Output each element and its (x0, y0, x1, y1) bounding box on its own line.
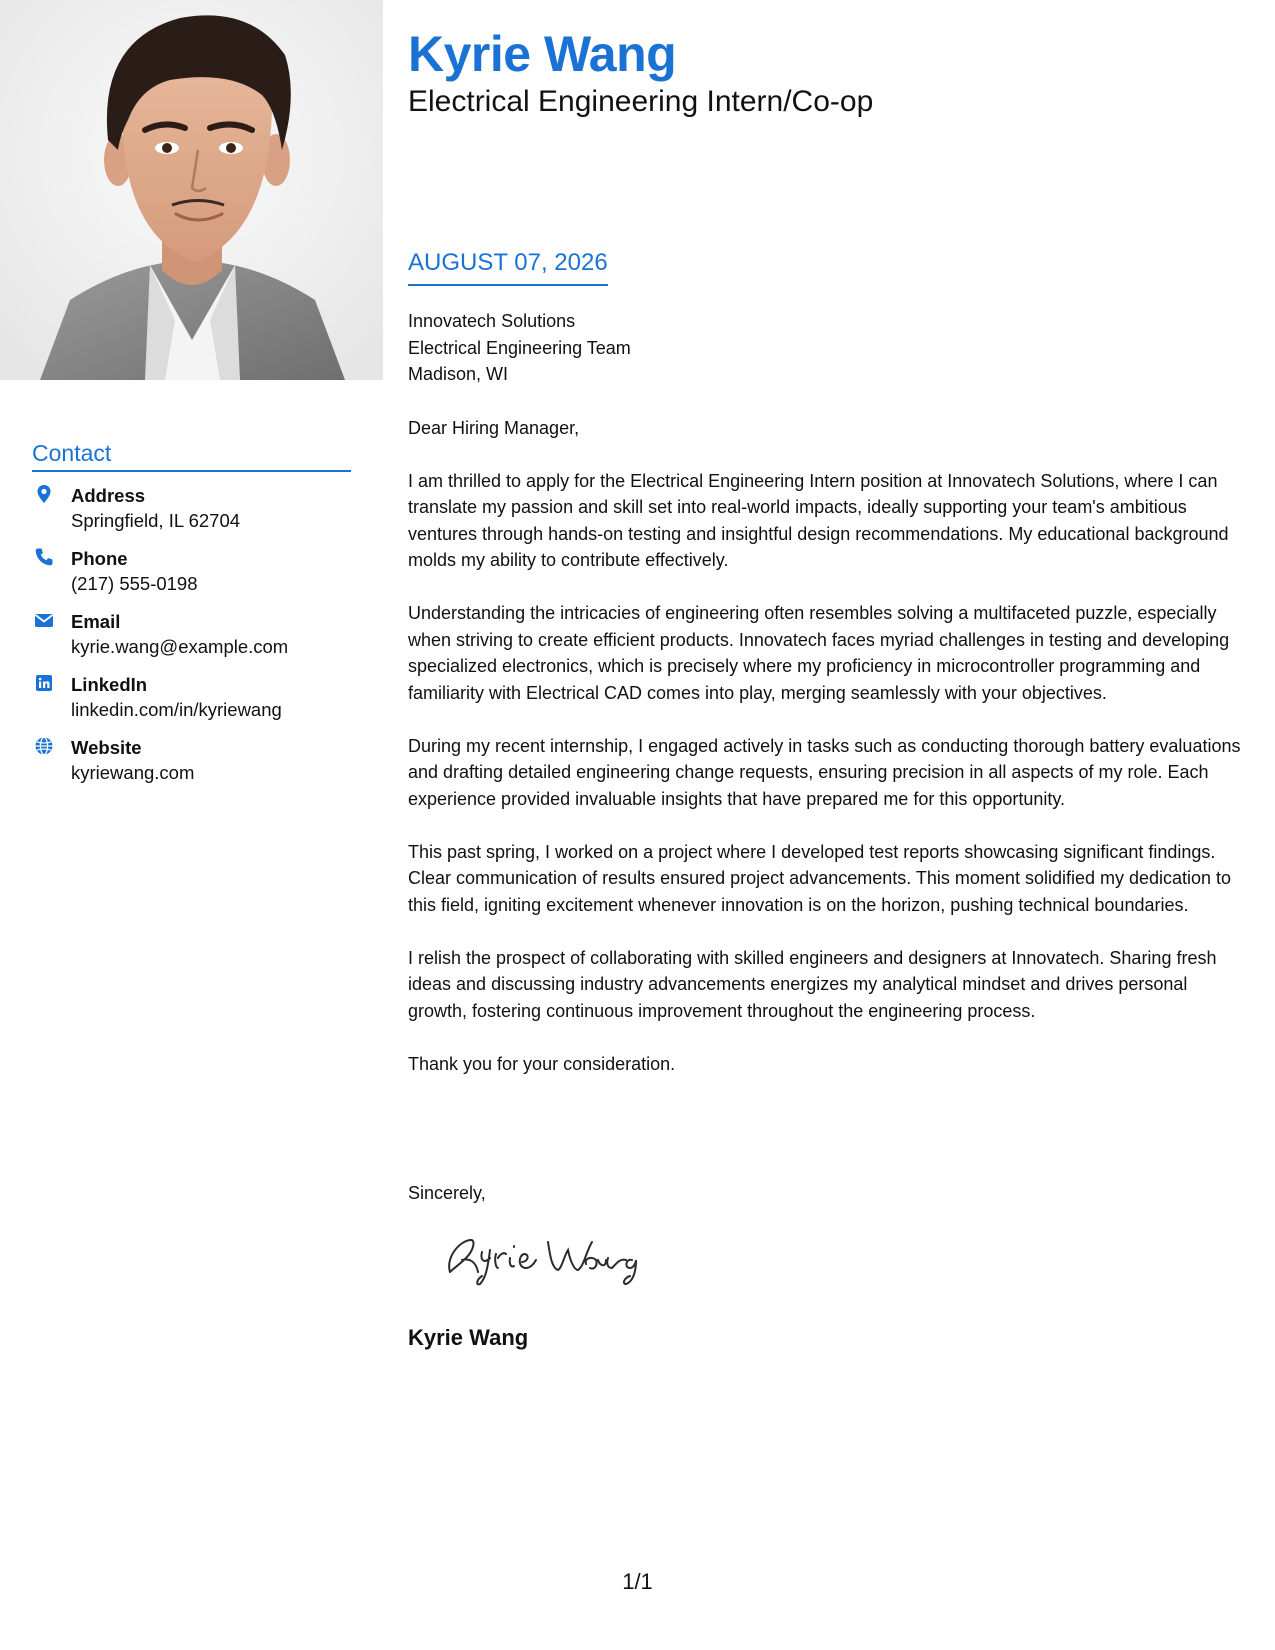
closing-line: Thank you for your consideration. (408, 1053, 676, 1074)
envelope-icon (34, 610, 54, 630)
contact-label: Email (71, 611, 121, 632)
contact-item-linkedin (32, 673, 362, 736)
letter-body (408, 308, 1248, 1077)
signoff: Sincerely, (408, 1183, 486, 1203)
contact-item-phone (32, 547, 362, 610)
contact-label: LinkedIn (71, 674, 148, 695)
phone-icon (34, 547, 54, 567)
contact-label: Website (71, 737, 142, 758)
recipient-company: Innovatech Solutions (408, 311, 576, 331)
letter-paragraph: Understanding the intricacies of engineering often resembles solving a multifaceted puzzle, especially when striving to create efficient products. Innovatech faces myriad challenges in testing and developing specialized electronics, which is precisely where my proficiency in microcontroller programming and familiarity with Electrical CAD comes into play, merging seamlessly with your objectives. (408, 603, 1230, 703)
recipient-team: Electrical Engineering Team (408, 337, 631, 358)
job-title: Electrical Engineering Intern/Co-op (408, 85, 874, 118)
profile-photo (0, 0, 383, 380)
portrait-image (0, 0, 383, 380)
page-number: 1/1 (622, 1569, 653, 1594)
map-pin-icon (34, 484, 54, 504)
recipient-location: Madison, WI (408, 364, 509, 384)
contact-label: Address (71, 485, 146, 506)
letter-paragraph: During my recent internship, I engaged actively in tasks such as conducting thorough battery evaluations and drafting detailed engineering change requests, ensuring precision in all aspects of my role. Each experience provided invaluable insights that have prepared me for this opportunity. (408, 735, 1241, 809)
letter-date: AUGUST 07, 2026 (408, 248, 608, 286)
contact-value: kyrie.wang@example.com (71, 636, 289, 657)
globe-icon (34, 736, 54, 756)
contact-value: (217) 555-0198 (71, 573, 198, 594)
contact-value: Springfield, IL 62704 (71, 510, 241, 531)
contact-value: kyriewang.com (71, 762, 195, 783)
recipient-block (408, 308, 1248, 388)
applicant-name: Kyrie Wang (408, 26, 677, 82)
salutation: Dear Hiring Manager, (408, 417, 580, 438)
contact-list (32, 484, 362, 799)
handwritten-signature (436, 1228, 656, 1288)
letter-paragraph: I relish the prospect of collaborating with skilled engineers and designers at Innovatech. Sharing fresh ideas and discussing industry advancements energizes my analytical mindset and drives personal growth, fostering continuous improvement throughout the engineering process. (408, 947, 1217, 1021)
contact-label: Phone (71, 548, 128, 569)
contact-value: linkedin.com/in/kyriewang (71, 699, 282, 720)
contact-item-website (32, 736, 362, 799)
letter-paragraph: I am thrilled to apply for the Electrical Engineering Intern position at Innovatech Solutions, where I can translate my passion and skill set into real-world impacts, ideally supporting your team's ambitious ventures through hands-on testing and insightful design recommendations. My educational background molds my ability to contribute effectively. (408, 470, 1229, 570)
contact-item-email (32, 610, 362, 673)
contact-heading: Contact (32, 438, 351, 472)
signer-name: Kyrie Wang (408, 1325, 529, 1350)
letter-paragraph: This past spring, I worked on a project where I developed test reports showcasing significant findings. Clear communication of results ensured project advancements. This moment solidified my dedication to this field, igniting excitement whenever innovation is on the horizon, pushing technical boundaries. (408, 841, 1232, 915)
contact-item-address (32, 484, 362, 547)
linkedin-icon (34, 673, 54, 693)
